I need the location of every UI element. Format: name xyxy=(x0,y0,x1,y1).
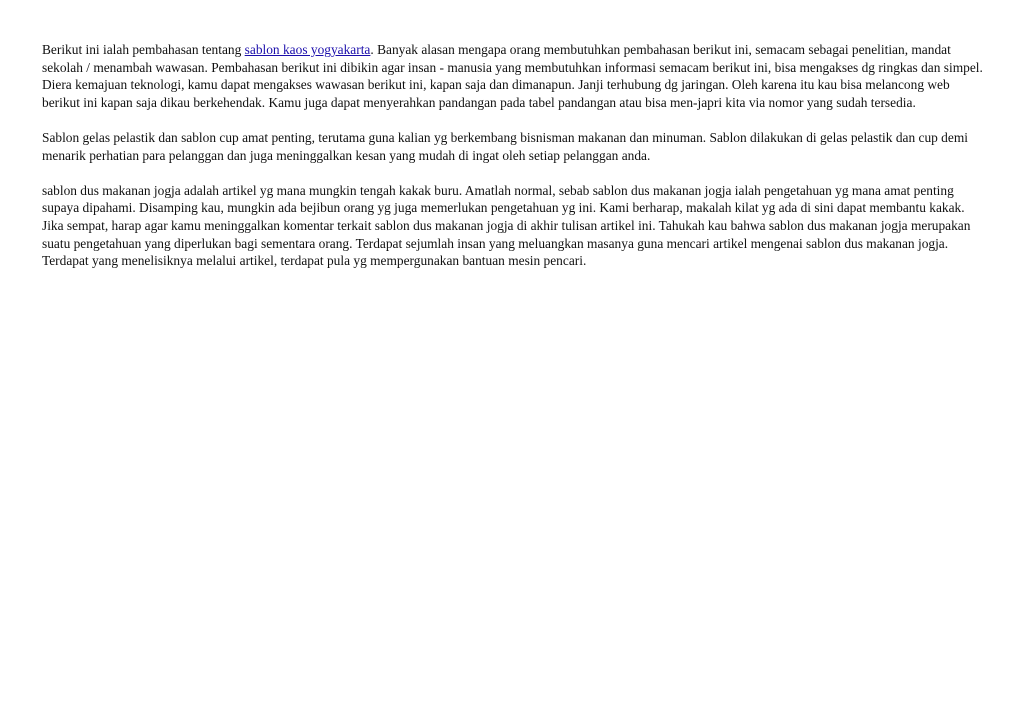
article-body xyxy=(42,41,987,287)
paragraph-sablon-dus: sablon dus makanan jogja adalah artikel yg mana mungkin tengah kakak buru. Amatlah normal, sebab sablon dus makanan jogja ialah pengetahuan yg mana amat penting supaya dipahami. Disamping kau, mungkin ada bejibun orang yg juga memerlukan pengetahuan yg ini. Kami berharap, makalah kilat yg ada di sini dapat membantu kakak. Jika sempat, harap agar kamu meninggalkan komentar terkait sablon dus makanan jogja di akhir tulisan artikel ini. Tahukah kau bahwa sablon dus makanan jogja merupakan suatu pengetahuan yang diperlukan bagi sementara orang. Terdapat sejumlah insan yang meluangkan masanya guna mencari artikel mengenai sablon dus makanan jogja. Terdapat yang menelisiknya melalui artikel, terdapat pula yg mempergunakan bantuan mesin pencari. xyxy=(42,182,971,269)
sablon-kaos-yogyakarta-link[interactable]: sablon kaos yogyakarta xyxy=(244,42,371,57)
paragraph-intro-text-after: . Banyak alasan mengapa orang membutuhkan pembahasan berikut ini, semacam sebagai penelitian, mandat sekolah / menambah wawasan. Pembahasan berikut ini dibikin agar insan - manusia yang membutuhkan informasi semacam berikut ini, bisa mengakses dg ringkas dan simpel. Diera kemajuan teknologi, kamu dapat mengakses wawasan berikut ini, kapan saja dan dimanapun. Janji terhubung dg jaringan. Oleh karena itu kau bisa melancong web berikut ini kapan saja dikau berkehendak. Kamu juga dapat menyerahkan pandangan pada tabel pandangan atau bisa men-japri kita via nomor yang sudah tersedia. xyxy=(42,42,983,110)
paragraph-intro-text-before: Berikut ini ialah pembahasan tentang xyxy=(42,42,245,57)
paragraph-sablon-gelas: Sablon gelas pelastik dan sablon cup amat penting, terutama guna kalian yg berkembang bisnisman makanan dan minuman. Sablon dilakukan di gelas pelastik dan cup demi menarik perhatian para pelanggan dan juga meninggalkan kesan yang mudah di ingat oleh setiap pelanggan anda. xyxy=(42,129,968,163)
paragraph-intro xyxy=(42,41,987,111)
